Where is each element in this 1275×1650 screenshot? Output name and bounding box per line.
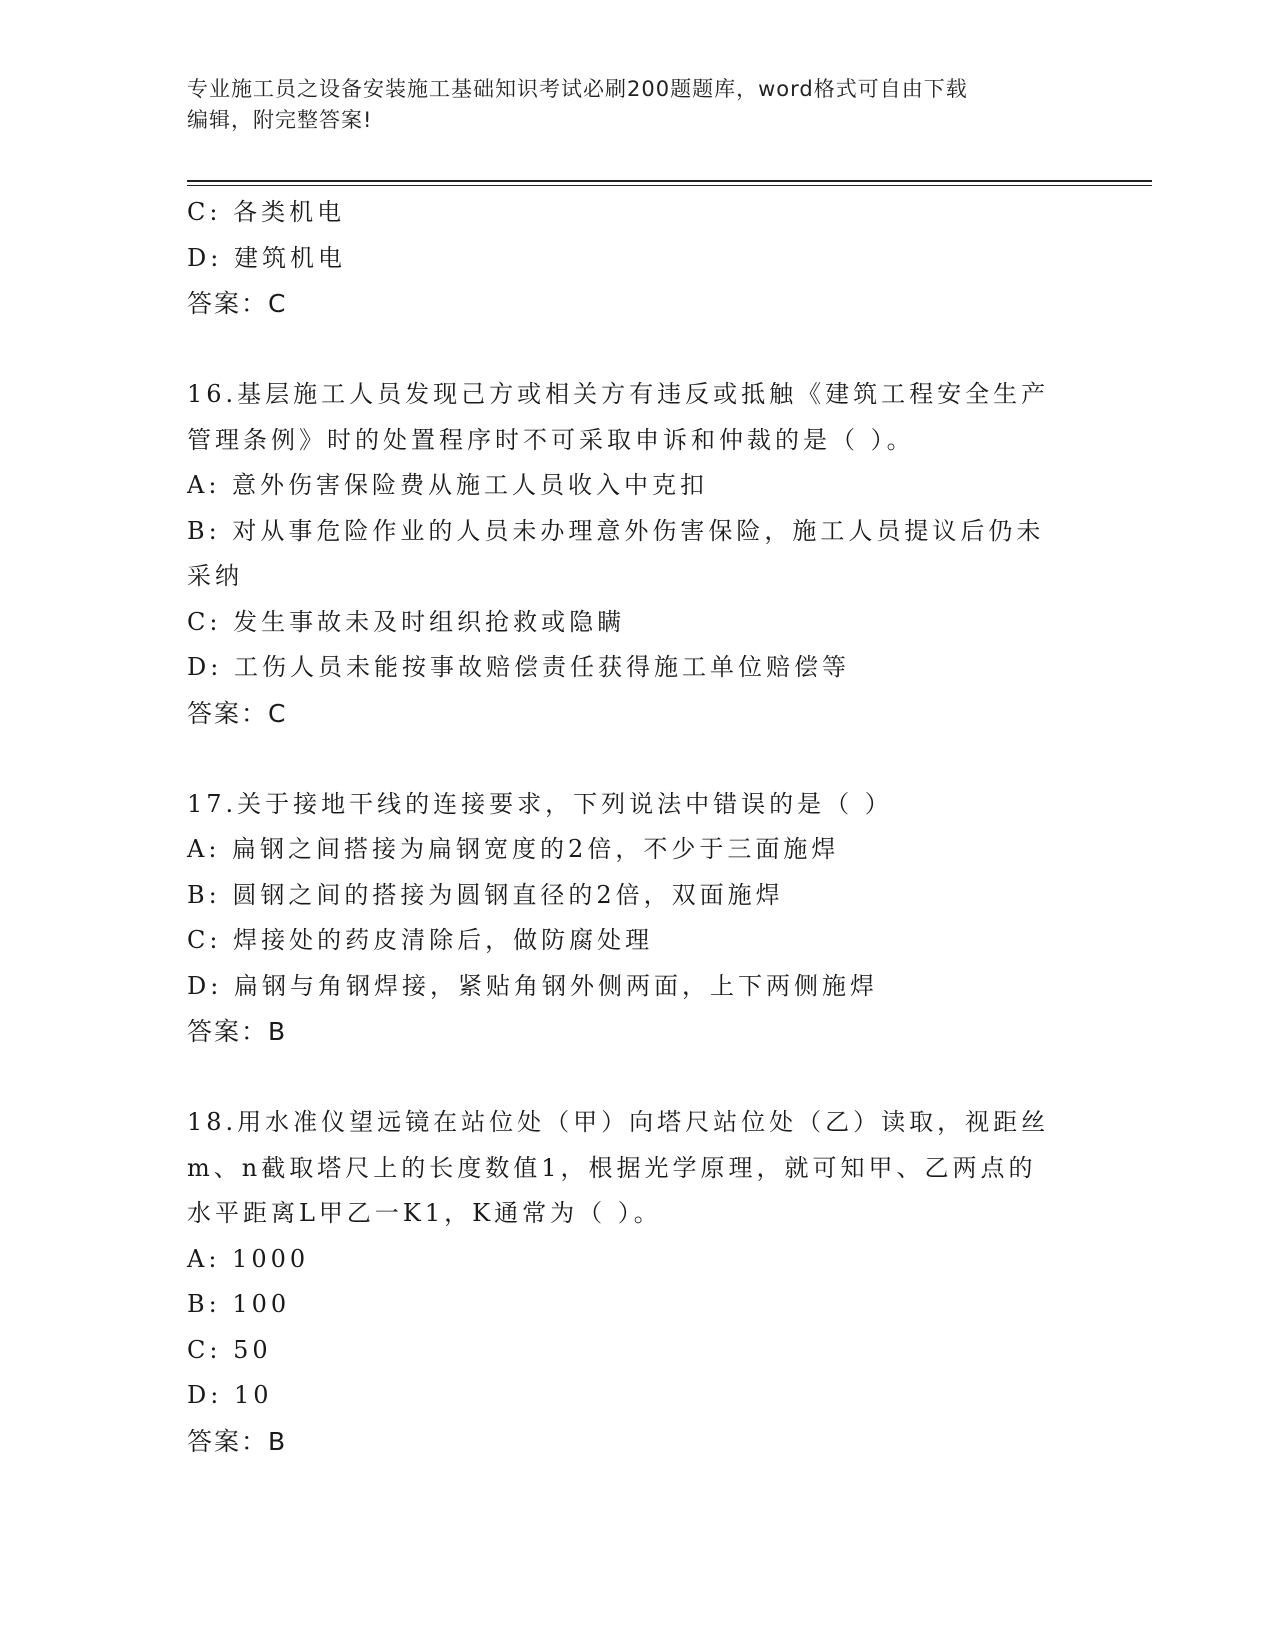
question-17: 17.关于接地干线的连接要求，下列说法中错误的是（ ） bbox=[187, 789, 893, 818]
option-a-q17: A: 扁钢之间搭接为扁钢宽度的2倍，不少于三面施焊 bbox=[187, 835, 840, 863]
question-18-line-3: 水平距离L甲乙一K1，K通常为（ ）。 bbox=[187, 1199, 662, 1227]
header-rule-thin bbox=[187, 185, 1152, 186]
question-18-line-1: 18.用水准仪望远镜在站位处（甲）向塔尺站位处（乙）读取，视距丝 bbox=[187, 1108, 1050, 1136]
option-d-q16: D: 工伤人员未能按事故赔偿责任获得施工单位赔偿等 bbox=[187, 653, 850, 681]
option-b-q17: B: 圆钢之间的搭接为圆钢直径的2倍，双面施焊 bbox=[187, 880, 784, 909]
option-d-q15: D: 建筑机电 bbox=[187, 243, 346, 272]
option-d-q17: D: 扁钢与角钢焊接，紧贴角钢外侧两面，上下两侧施焊 bbox=[187, 971, 878, 1000]
option-c-q15: C: 各类机电 bbox=[187, 198, 346, 226]
document-header bbox=[187, 74, 1067, 136]
option-a-q18: A: 1000 bbox=[187, 1244, 310, 1273]
answer-q15: 答案：C bbox=[187, 289, 288, 318]
spacer bbox=[187, 736, 1087, 782]
question-16-line-1: 16.基层施工人员发现己方或相关方有违反或抵触《建筑工程安全生产 bbox=[187, 380, 1050, 408]
question-18-line-2: m、n截取塔尺上的长度数值1，根据光学原理，就可知甲、乙两点的 bbox=[187, 1153, 1037, 1182]
answer-q16: 答案：C bbox=[187, 698, 288, 728]
option-d-q18: D: 10 bbox=[187, 1381, 273, 1409]
option-b-q16-line-1: B: 对从事危险作业的人员未办理意外伤害保险，施工人员提议后仍未 bbox=[187, 516, 1045, 545]
answer-q18: 答案：B bbox=[187, 1426, 288, 1456]
header-line-1: 专业施工员之设备安装施工基础知识考试必刷200题题库，word格式可自由下载 bbox=[187, 77, 968, 101]
option-b-q18: B: 100 bbox=[187, 1290, 291, 1318]
option-c-q17: C: 焊接处的药皮清除后，做防腐处理 bbox=[187, 926, 654, 954]
header-rule-thick bbox=[187, 180, 1152, 182]
answer-q17: 答案：B bbox=[187, 1017, 288, 1046]
question-16-line-2: 管理条例》时的处置程序时不可采取申诉和仲裁的是（ ）。 bbox=[187, 425, 915, 454]
question-content bbox=[187, 190, 1087, 1464]
option-b-q16-line-2: 采纳 bbox=[187, 562, 243, 590]
spacer bbox=[187, 327, 1087, 373]
option-c-q18: C: 50 bbox=[187, 1335, 272, 1364]
header-line-2: 编辑，附完整答案! bbox=[187, 108, 373, 132]
option-c-q16: C: 发生事故未及时组织抢救或隐瞒 bbox=[187, 607, 626, 636]
spacer bbox=[187, 1055, 1087, 1101]
option-a-q16: A: 意外伤害保险费从施工人员收入中克扣 bbox=[187, 471, 709, 499]
